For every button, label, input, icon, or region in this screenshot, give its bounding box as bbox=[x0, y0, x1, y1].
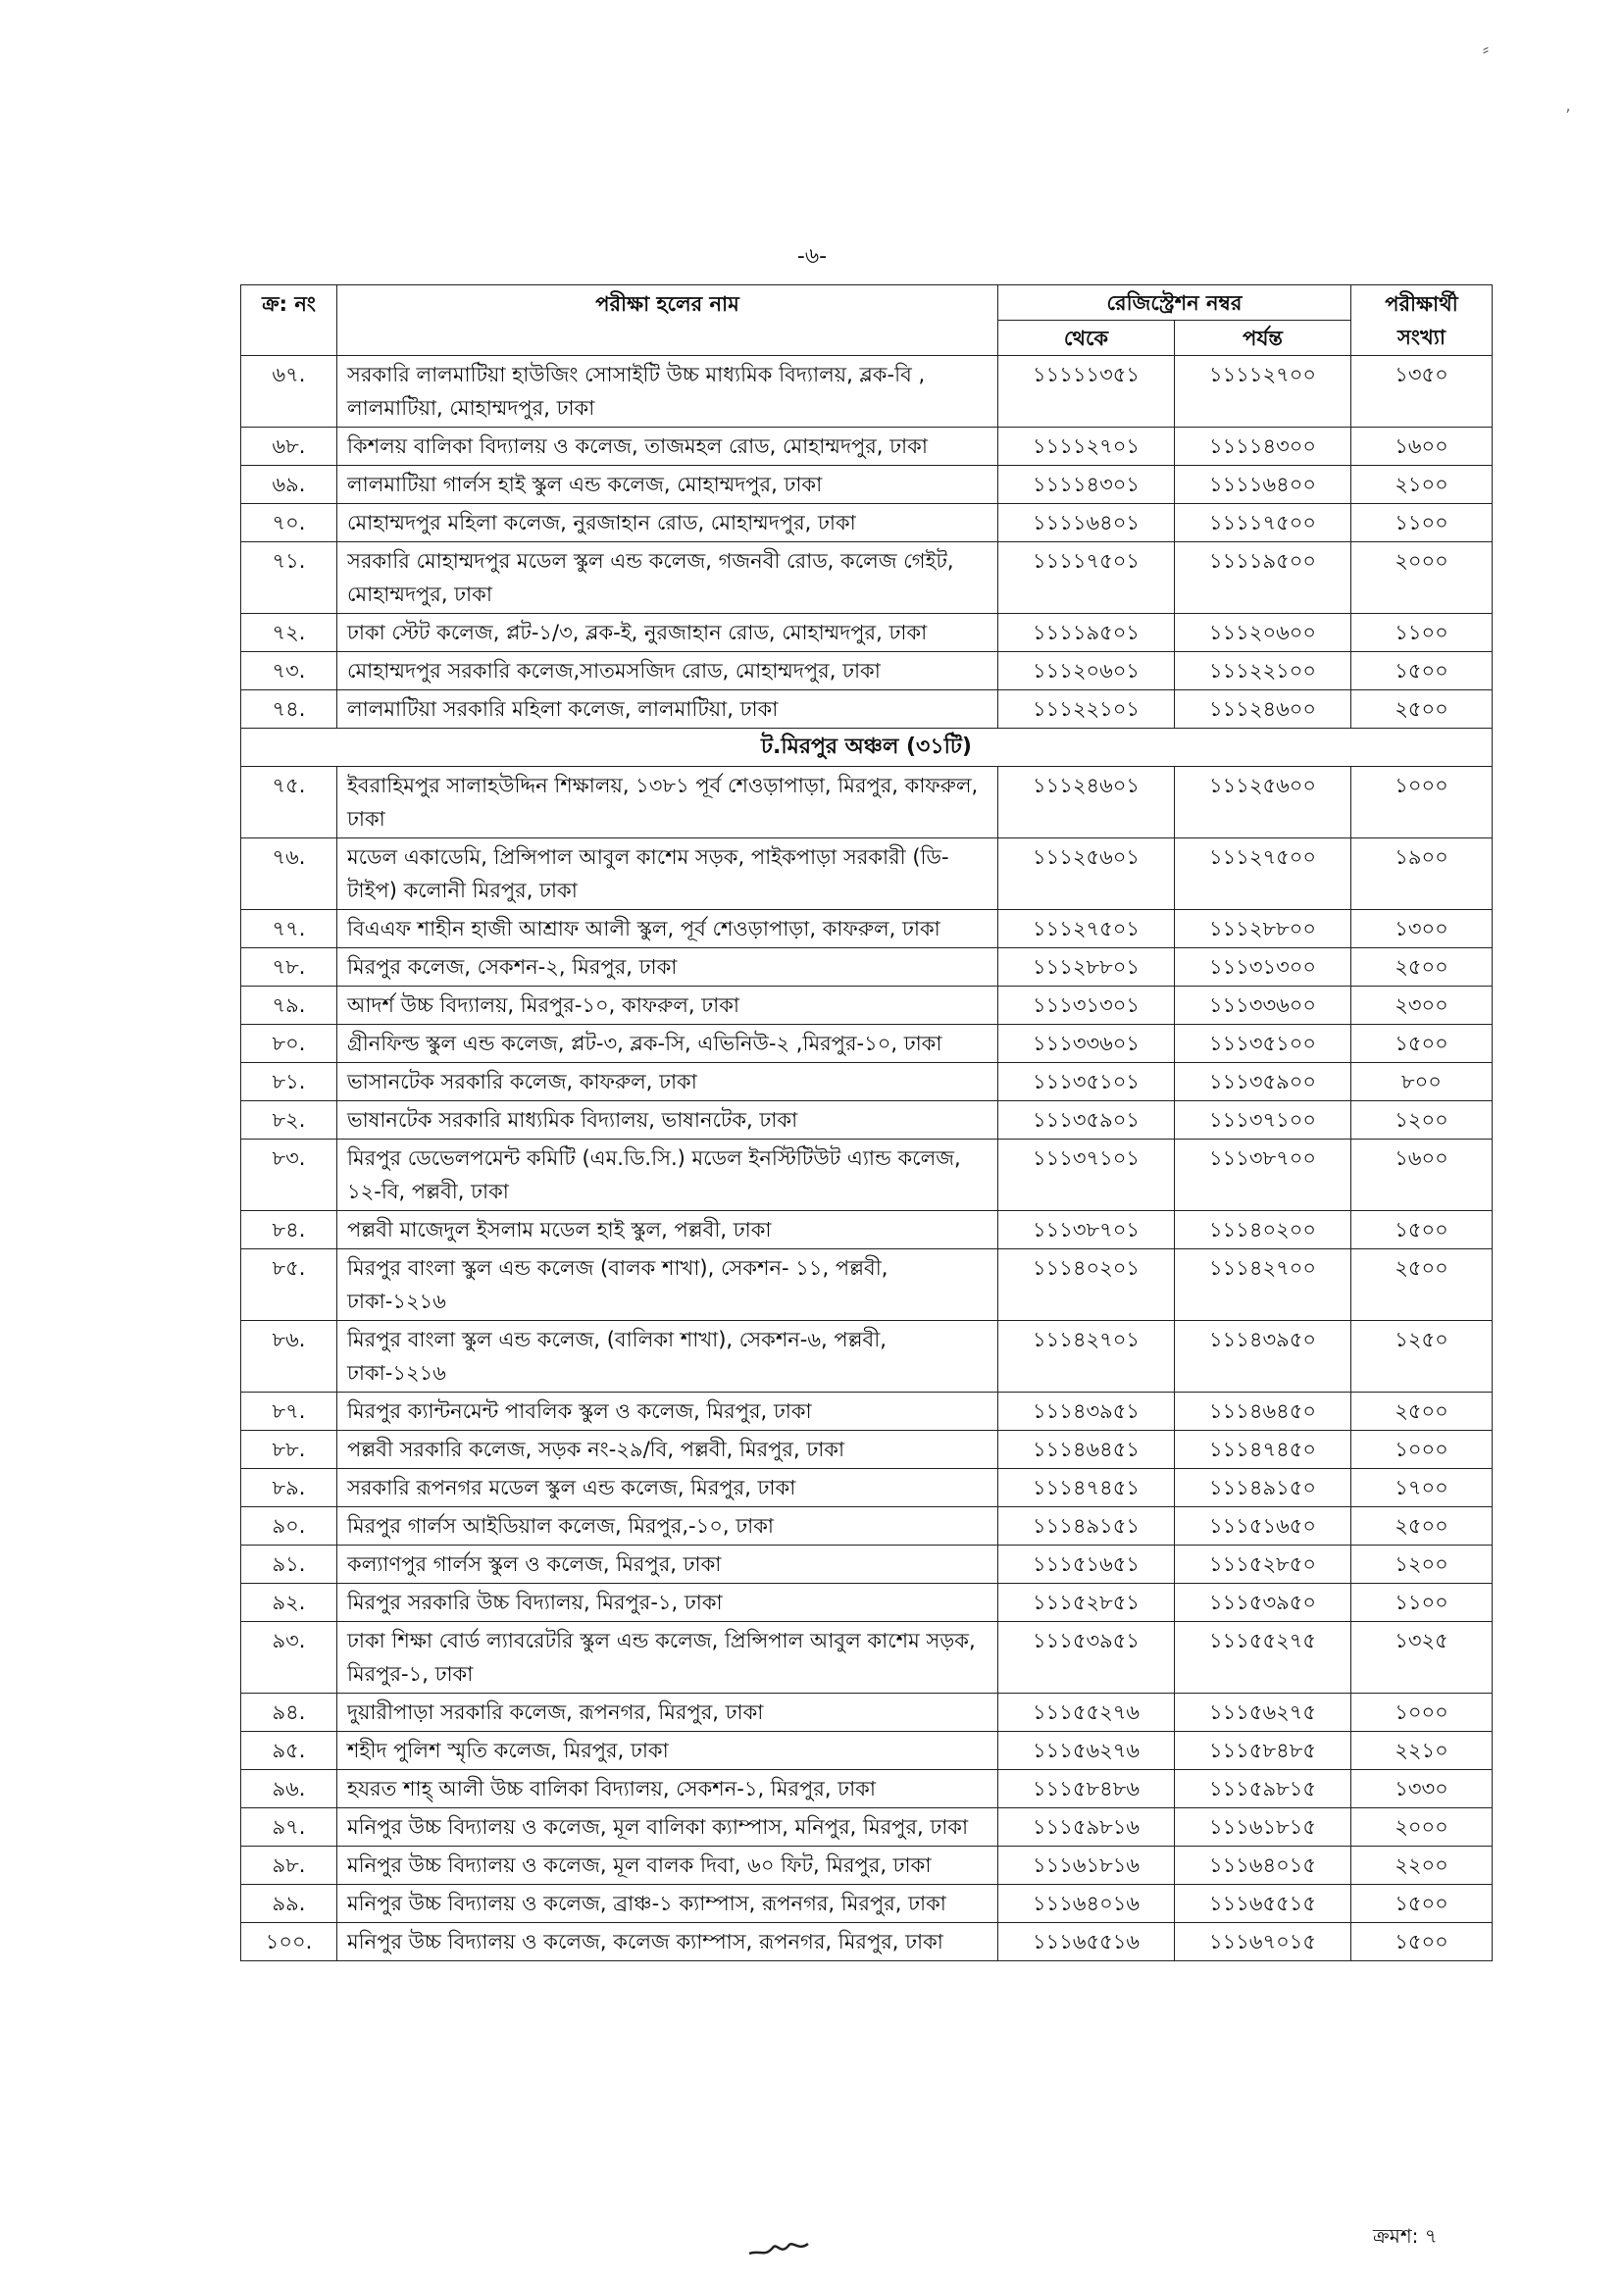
reg-to-cell: ১১১১৬৪০০ bbox=[1175, 466, 1351, 504]
serial-cell: ৯২. bbox=[241, 1584, 337, 1622]
serial-cell: ১০০. bbox=[241, 1923, 337, 1961]
table-row bbox=[241, 428, 1493, 466]
reg-to-cell: ১১১২২১০০ bbox=[1175, 652, 1351, 690]
examinee-count-cell: ১২০০ bbox=[1351, 1101, 1493, 1140]
examinee-count-cell: ২৫০০ bbox=[1351, 1507, 1493, 1546]
serial-cell: ৭৮. bbox=[241, 948, 337, 987]
table-body bbox=[241, 356, 1493, 1961]
hall-name-cell: ভাসানটেক সরকারি কলেজ, কাফরুল, ঢাকা bbox=[337, 1063, 998, 1101]
table-row bbox=[241, 1923, 1493, 1961]
hall-name-cell: মনিপুর উচ্চ বিদ্যালয় ও কলেজ, মূল বালক দিবা, ৬০ ফিট, মিরপুর, ঢাকা bbox=[337, 1847, 998, 1885]
reg-to-cell: ১১১২৭৫০০ bbox=[1175, 838, 1351, 910]
reg-to-cell: ১১১৩১৩০০ bbox=[1175, 948, 1351, 987]
signature bbox=[745, 2232, 814, 2263]
examinee-count-cell: ২৫০০ bbox=[1351, 690, 1493, 729]
serial-cell: ৮৪. bbox=[241, 1211, 337, 1249]
reg-to-cell: ১১১৪৩৯৫০ bbox=[1175, 1321, 1351, 1393]
reg-from-cell: ১১১৩৩৬০১ bbox=[998, 1025, 1175, 1063]
reg-from-cell: ১১১১১৩৫১ bbox=[998, 356, 1175, 428]
table-row bbox=[241, 504, 1493, 542]
reg-to-cell: ১১১৩৮৭০০ bbox=[1175, 1140, 1351, 1211]
table-row bbox=[241, 1063, 1493, 1101]
examinee-count-cell: ২২১০ bbox=[1351, 1732, 1493, 1770]
hall-name-cell: মিরপুর ডেভেলপমেন্ট কমিটি (এম.ডি.সি.) মডেল ইনস্টিটিউট এ্যান্ড কলেজ, ১২-বি, পল্লবী, ঢাকা bbox=[337, 1140, 998, 1211]
table-row bbox=[241, 1808, 1493, 1847]
reg-to-cell: ১১১২৮৮০০ bbox=[1175, 910, 1351, 948]
hall-name-cell: আদর্শ উচ্চ বিদ্যালয়, মিরপুর-১০, কাফরুল, ঢাকা bbox=[337, 987, 998, 1025]
table-row bbox=[241, 690, 1493, 729]
hall-name-cell: কল্যাণপুর গার্লস স্কুল ও কলেজ, মিরপুর, ঢাকা bbox=[337, 1546, 998, 1584]
serial-cell: ৮৫. bbox=[241, 1249, 337, 1321]
pen-mark: ʼ bbox=[1565, 106, 1571, 127]
examinee-count-cell: ১৫০০ bbox=[1351, 1885, 1493, 1923]
reg-from-cell: ১১১৫৬২৭৬ bbox=[998, 1732, 1175, 1770]
reg-to-cell: ১১১৩৫৯০০ bbox=[1175, 1063, 1351, 1101]
table-row bbox=[241, 948, 1493, 987]
header-from: থেকে bbox=[998, 321, 1175, 356]
table-row bbox=[241, 1211, 1493, 1249]
table-row bbox=[241, 1847, 1493, 1885]
header-registration: রেজিস্ট্রেশন নম্বর bbox=[998, 285, 1351, 321]
reg-from-cell: ১১১৩৮৭০১ bbox=[998, 1211, 1175, 1249]
reg-to-cell: ১১১২৫৬০০ bbox=[1175, 767, 1351, 838]
serial-cell: ৭৪. bbox=[241, 690, 337, 729]
pen-mark: ⸗ bbox=[1483, 39, 1489, 60]
serial-cell: ৬৯. bbox=[241, 466, 337, 504]
reg-from-cell: ১১১৫১৬৫১ bbox=[998, 1546, 1175, 1584]
reg-to-cell: ১১১৫২৮৫০ bbox=[1175, 1546, 1351, 1584]
reg-to-cell: ১১১৪৯১৫০ bbox=[1175, 1469, 1351, 1507]
examinee-count-cell: ১৩২৫ bbox=[1351, 1622, 1493, 1694]
examinee-count-cell: ১০০০ bbox=[1351, 1431, 1493, 1469]
reg-to-cell: ১১১৬১৮১৫ bbox=[1175, 1808, 1351, 1847]
examinee-count-cell: ১০০০ bbox=[1351, 1694, 1493, 1732]
reg-to-cell: ১১১৬৪০১৫ bbox=[1175, 1847, 1351, 1885]
reg-to-cell: ১১১৪০২০০ bbox=[1175, 1211, 1351, 1249]
table-row bbox=[241, 1770, 1493, 1808]
examinee-count-cell: ১০০০ bbox=[1351, 767, 1493, 838]
hall-name-cell: ঢাকা স্টেট কলেজ, প্লট-১/৩, ব্লক-ই, নুরজাহান রোড, মোহাম্মদপুর, ঢাকা bbox=[337, 614, 998, 652]
table-row bbox=[241, 1025, 1493, 1063]
hall-name-cell: ইবরাহিমপুর সালাহউদ্দিন শিক্ষালয়, ১৩৮১ পূর্ব শেওড়াপাড়া, মিরপুর, কাফরুল, ঢাকা bbox=[337, 767, 998, 838]
examinee-count-cell: ২৫০০ bbox=[1351, 1249, 1493, 1321]
serial-cell: ৬৭. bbox=[241, 356, 337, 428]
hall-name-cell: মিরপুর বাংলা স্কুল এন্ড কলেজ (বালক শাখা), সেকশন- ১১, পল্লবী, ঢাকা-১২১৬ bbox=[337, 1249, 998, 1321]
examinee-count-cell: ১৩০০ bbox=[1351, 910, 1493, 948]
examinee-count-cell: ১৬০০ bbox=[1351, 428, 1493, 466]
examinee-count-cell: ১৫০০ bbox=[1351, 1923, 1493, 1961]
examinee-count-cell: ২১০০ bbox=[1351, 466, 1493, 504]
hall-name-cell: মনিপুর উচ্চ বিদ্যালয় ও কলেজ, মূল বালিকা ক্যাম্পাস, মনিপুর, মিরপুর, ঢাকা bbox=[337, 1808, 998, 1847]
serial-cell: ৭৭. bbox=[241, 910, 337, 948]
serial-cell: ৮৩. bbox=[241, 1140, 337, 1211]
reg-from-cell: ১১১৫৯৮১৬ bbox=[998, 1808, 1175, 1847]
reg-to-cell: ১১১৩৫১০০ bbox=[1175, 1025, 1351, 1063]
reg-from-cell: ১১১২৭৫০১ bbox=[998, 910, 1175, 948]
reg-from-cell: ১১১৬৪০১৬ bbox=[998, 1885, 1175, 1923]
reg-from-cell: ১১১১৯৫০১ bbox=[998, 614, 1175, 652]
table-row bbox=[241, 767, 1493, 838]
serial-cell: ৮৭. bbox=[241, 1393, 337, 1431]
examinee-count-cell: ১৫০০ bbox=[1351, 1025, 1493, 1063]
table-row bbox=[241, 1431, 1493, 1469]
hall-name-cell: মিরপুর বাংলা স্কুল এন্ড কলেজ, (বালিকা শাখা), সেকশন-৬, পল্লবী, ঢাকা-১২১৬ bbox=[337, 1321, 998, 1393]
reg-from-cell: ১১১২৪৬০১ bbox=[998, 767, 1175, 838]
header-examinee-line1: পরীক্ষার্থী bbox=[1385, 291, 1458, 316]
hall-name-cell: শহীদ পুলিশ স্মৃতি কলেজ, মিরপুর, ঢাকা bbox=[337, 1732, 998, 1770]
serial-cell: ৯৪. bbox=[241, 1694, 337, 1732]
table-row bbox=[241, 1885, 1493, 1923]
reg-to-cell: ১১১১২৭০০ bbox=[1175, 356, 1351, 428]
reg-to-cell: ১১১৫৮৪৮৫ bbox=[1175, 1732, 1351, 1770]
hall-name-cell: ঢাকা শিক্ষা বোর্ড ল্যাবরেটরি স্কুল এন্ড কলেজ, প্রিন্সিপাল আবুল কাশেম সড়ক, মিরপুর-১, ঢাকা bbox=[337, 1622, 998, 1694]
examinee-count-cell: ২০০০ bbox=[1351, 542, 1493, 614]
hall-name-cell: মডেল একাডেমি, প্রিন্সিপাল আবুল কাশেম সড়ক, পাইকপাড়া সরকারী (ডি-টাইপ) কলোনী মিরপুর, ঢাকা bbox=[337, 838, 998, 910]
exam-center-table bbox=[240, 284, 1493, 1961]
hall-name-cell: গ্রীনফিল্ড স্কুল এন্ড কলেজ, প্লট-৩, ব্লক-সি, এভিনিউ-২ ,মিরপুর-১০, ঢাকা bbox=[337, 1025, 998, 1063]
serial-cell: ৯০. bbox=[241, 1507, 337, 1546]
reg-from-cell: ১১১৩৫১০১ bbox=[998, 1063, 1175, 1101]
table-row bbox=[241, 987, 1493, 1025]
reg-to-cell: ১১১১৯৫০০ bbox=[1175, 542, 1351, 614]
hall-name-cell: পল্লবী মাজেদুল ইসলাম মডেল হাই স্কুল, পল্লবী, ঢাকা bbox=[337, 1211, 998, 1249]
reg-from-cell: ১১১৩৫৯০১ bbox=[998, 1101, 1175, 1140]
reg-from-cell: ১১১১৬৪০১ bbox=[998, 504, 1175, 542]
serial-cell: ৮৯. bbox=[241, 1469, 337, 1507]
serial-cell: ৮৮. bbox=[241, 1431, 337, 1469]
serial-cell: ৭৬. bbox=[241, 838, 337, 910]
serial-cell: ৭৯. bbox=[241, 987, 337, 1025]
reg-from-cell: ১১১৫৮৪৮৬ bbox=[998, 1770, 1175, 1808]
examinee-count-cell: ১১০০ bbox=[1351, 1584, 1493, 1622]
reg-from-cell: ১১১২২১০১ bbox=[998, 690, 1175, 729]
table-row bbox=[241, 1584, 1493, 1622]
reg-to-cell: ১১১৩৩৬০০ bbox=[1175, 987, 1351, 1025]
header-examinee bbox=[1351, 285, 1493, 356]
reg-to-cell: ১১১১৭৫০০ bbox=[1175, 504, 1351, 542]
examinee-count-cell: ১৯০০ bbox=[1351, 838, 1493, 910]
zone-header-row bbox=[241, 729, 1493, 767]
examinee-count-cell: ২০০০ bbox=[1351, 1808, 1493, 1847]
table-row bbox=[241, 910, 1493, 948]
header-serial: ক্র: নং bbox=[241, 285, 337, 356]
reg-to-cell: ১১১৩৭১০০ bbox=[1175, 1101, 1351, 1140]
serial-cell: ৭৩. bbox=[241, 652, 337, 690]
examinee-count-cell: ১৬০০ bbox=[1351, 1140, 1493, 1211]
reg-from-cell: ১১১২৫৬০১ bbox=[998, 838, 1175, 910]
examinee-count-cell: ২২০০ bbox=[1351, 1847, 1493, 1885]
hall-name-cell: সরকারি লালমাটিয়া হাউজিং সোসাইটি উচ্চ মাধ্যমিক বিদ্যালয়, ব্লক-বি , লালমাটিয়া, মোহাম্মদপুর, ঢাকা bbox=[337, 356, 998, 428]
reg-to-cell: ১১১৫৬২৭৫ bbox=[1175, 1694, 1351, 1732]
reg-to-cell: ১১১৫৩৯৫০ bbox=[1175, 1584, 1351, 1622]
reg-to-cell: ১১১২০৬০০ bbox=[1175, 614, 1351, 652]
reg-to-cell: ১১১১৪৩০০ bbox=[1175, 428, 1351, 466]
examinee-count-cell: ২৫০০ bbox=[1351, 948, 1493, 987]
hall-name-cell: লালমাটিয়া সরকারি মহিলা কলেজ, লালমাটিয়া, ঢাকা bbox=[337, 690, 998, 729]
serial-cell: ৯৩. bbox=[241, 1622, 337, 1694]
header-examinee-line2: সংখ্যা bbox=[1397, 325, 1446, 349]
reg-to-cell: ১১১৫৫২৭৫ bbox=[1175, 1622, 1351, 1694]
hall-name-cell: সরকারি রূপনগর মডেল স্কুল এন্ড কলেজ, মিরপুর, ঢাকা bbox=[337, 1469, 998, 1507]
hall-name-cell: মিরপুর সরকারি উচ্চ বিদ্যালয়, মিরপুর-১, ঢাকা bbox=[337, 1584, 998, 1622]
reg-from-cell: ১১১৪৭৪৫১ bbox=[998, 1469, 1175, 1507]
examinee-count-cell: ১৩৩০ bbox=[1351, 1770, 1493, 1808]
serial-cell: ৯৯. bbox=[241, 1885, 337, 1923]
serial-cell: ৭০. bbox=[241, 504, 337, 542]
reg-from-cell: ১১১৫৫২৭৬ bbox=[998, 1694, 1175, 1732]
table-row bbox=[241, 1507, 1493, 1546]
examinee-count-cell: ১৭০০ bbox=[1351, 1469, 1493, 1507]
reg-from-cell: ১১১৪৯১৫১ bbox=[998, 1507, 1175, 1546]
hall-name-cell: মোহাম্মদপুর মহিলা কলেজ, নুরজাহান রোড, মোহাম্মদপুর, ঢাকা bbox=[337, 504, 998, 542]
hall-name-cell: কিশলয় বালিকা বিদ্যালয় ও কলেজ, তাজমহল রোড, মোহাম্মদপুর, ঢাকা bbox=[337, 428, 998, 466]
serial-cell: ৯৭. bbox=[241, 1808, 337, 1847]
serial-cell: ৯৮. bbox=[241, 1847, 337, 1885]
reg-from-cell: ১১১১২৭০১ bbox=[998, 428, 1175, 466]
table-row bbox=[241, 614, 1493, 652]
reg-to-cell: ১১১৪২৭০০ bbox=[1175, 1249, 1351, 1321]
header-hall-name: পরীক্ষা হলের নাম bbox=[337, 285, 998, 356]
examinee-count-cell: ১১০০ bbox=[1351, 504, 1493, 542]
table-row bbox=[241, 1101, 1493, 1140]
reg-to-cell: ১১১৪৭৪৫০ bbox=[1175, 1431, 1351, 1469]
reg-from-cell: ১১১১৭৫০১ bbox=[998, 542, 1175, 614]
hall-name-cell: লালমাটিয়া গার্লস হাই স্কুল এন্ড কলেজ, মোহাম্মদপুর, ঢাকা bbox=[337, 466, 998, 504]
reg-from-cell: ১১১১৪৩০১ bbox=[998, 466, 1175, 504]
examinee-count-cell: ২৫০০ bbox=[1351, 1393, 1493, 1431]
reg-to-cell: ১১১৫১৬৫০ bbox=[1175, 1507, 1351, 1546]
examinee-count-cell: ১৫০০ bbox=[1351, 1211, 1493, 1249]
examinee-count-cell: ১৩৫০ bbox=[1351, 356, 1493, 428]
examinee-count-cell: ১২৫০ bbox=[1351, 1321, 1493, 1393]
serial-cell: ৮৬. bbox=[241, 1321, 337, 1393]
reg-from-cell: ১১১৩১৩০১ bbox=[998, 987, 1175, 1025]
table-row bbox=[241, 1140, 1493, 1211]
table-row bbox=[241, 542, 1493, 614]
reg-from-cell: ১১১৫৩৯৫১ bbox=[998, 1622, 1175, 1694]
serial-cell: ৮০. bbox=[241, 1025, 337, 1063]
serial-cell: ৮২. bbox=[241, 1101, 337, 1140]
serial-cell: ৭১. bbox=[241, 542, 337, 614]
reg-from-cell: ১১১৪৩৯৫১ bbox=[998, 1393, 1175, 1431]
table-row bbox=[241, 1622, 1493, 1694]
table-row bbox=[241, 838, 1493, 910]
hall-name-cell: হযরত শাহ্ আলী উচ্চ বালিকা বিদ্যালয়, সেকশন-১, মিরপুর, ঢাকা bbox=[337, 1770, 998, 1808]
table-row bbox=[241, 1694, 1493, 1732]
reg-from-cell: ১১১৪২৭০১ bbox=[998, 1321, 1175, 1393]
serial-cell: ৬৮. bbox=[241, 428, 337, 466]
reg-from-cell: ১১১৫২৮৫১ bbox=[998, 1584, 1175, 1622]
hall-name-cell: মনিপুর উচ্চ বিদ্যালয় ও কলেজ, ব্রাঞ্চ-১ ক্যাম্পাস, রূপনগর, মিরপুর, ঢাকা bbox=[337, 1885, 998, 1923]
table-row bbox=[241, 1321, 1493, 1393]
table-row bbox=[241, 1393, 1493, 1431]
table-row bbox=[241, 1249, 1493, 1321]
examinee-count-cell: ১৫০০ bbox=[1351, 652, 1493, 690]
table-row bbox=[241, 1546, 1493, 1584]
reg-from-cell: ১১১৬১৮১৬ bbox=[998, 1847, 1175, 1885]
reg-from-cell: ১১১৩৭১০১ bbox=[998, 1140, 1175, 1211]
examinee-count-cell: ৮০০ bbox=[1351, 1063, 1493, 1101]
serial-cell: ৮১. bbox=[241, 1063, 337, 1101]
table-row bbox=[241, 466, 1493, 504]
table-row bbox=[241, 356, 1493, 428]
reg-to-cell: ১১১৬৭০১৫ bbox=[1175, 1923, 1351, 1961]
hall-name-cell: বিএএফ শাহীন হাজী আশ্রাফ আলী স্কুল, পূর্ব শেওড়াপাড়া, কাফরুল, ঢাকা bbox=[337, 910, 998, 948]
hall-name-cell: মনিপুর উচ্চ বিদ্যালয় ও কলেজ, কলেজ ক্যাম্পাস, রূপনগর, মিরপুর, ঢাকা bbox=[337, 1923, 998, 1961]
reg-from-cell: ১১১৪০২০১ bbox=[998, 1249, 1175, 1321]
serial-cell: ৯১. bbox=[241, 1546, 337, 1584]
zone-title: ট.মিরপুর অঞ্চল (৩১টি) bbox=[241, 729, 1493, 767]
table-row bbox=[241, 1469, 1493, 1507]
reg-to-cell: ১১১৫৯৮১৫ bbox=[1175, 1770, 1351, 1808]
hall-name-cell: দুয়ারীপাড়া সরকারি কলেজ, রূপনগর, মিরপুর, ঢাকা bbox=[337, 1694, 998, 1732]
table-row bbox=[241, 652, 1493, 690]
continuation-note: ক্রমশ: ৭ bbox=[1373, 2224, 1438, 2248]
reg-to-cell: ১১১২৪৬০০ bbox=[1175, 690, 1351, 729]
reg-from-cell: ১১১২৮৮০১ bbox=[998, 948, 1175, 987]
reg-from-cell: ১১১৪৬৪৫১ bbox=[998, 1431, 1175, 1469]
hall-name-cell: মিরপুর গার্লস আইডিয়াল কলেজ, মিরপুর,-১০, ঢাকা bbox=[337, 1507, 998, 1546]
hall-name-cell: সরকারি মোহাম্মদপুর মডেল স্কুল এন্ড কলেজ, গজনবী রোড, কলেজ গেইট, মোহাম্মদপুর, ঢাকা bbox=[337, 542, 998, 614]
reg-from-cell: ১১১৬৫৫১৬ bbox=[998, 1923, 1175, 1961]
hall-name-cell: পল্লবী সরকারি কলেজ, সড়ক নং-২৯/বি, পল্লবী, মিরপুর, ঢাকা bbox=[337, 1431, 998, 1469]
examinee-count-cell: ২৩০০ bbox=[1351, 987, 1493, 1025]
serial-cell: ৯৫. bbox=[241, 1732, 337, 1770]
hall-name-cell: মিরপুর ক্যান্টনমেন্ট পাবলিক স্কুল ও কলেজ, মিরপুর, ঢাকা bbox=[337, 1393, 998, 1431]
examinee-count-cell: ১১০০ bbox=[1351, 614, 1493, 652]
reg-to-cell: ১১১৪৬৪৫০ bbox=[1175, 1393, 1351, 1431]
hall-name-cell: মোহাম্মদপুর সরকারি কলেজ,সাতমসজিদ রোড, মোহাম্মদপুর, ঢাকা bbox=[337, 652, 998, 690]
reg-to-cell: ১১১৬৫৫১৫ bbox=[1175, 1885, 1351, 1923]
hall-name-cell: ভাষানটেক সরকারি মাধ্যমিক বিদ্যালয়, ভাষানটেক, ঢাকা bbox=[337, 1101, 998, 1140]
header-to: পর্যন্ত bbox=[1175, 321, 1351, 356]
serial-cell: ৭৫. bbox=[241, 767, 337, 838]
serial-cell: ৭২. bbox=[241, 614, 337, 652]
serial-cell: ৯৬. bbox=[241, 1770, 337, 1808]
page-number: -৬- bbox=[796, 244, 828, 269]
hall-name-cell: মিরপুর কলেজ, সেকশন-২, মিরপুর, ঢাকা bbox=[337, 948, 998, 987]
reg-from-cell: ১১১২০৬০১ bbox=[998, 652, 1175, 690]
examinee-count-cell: ১২০০ bbox=[1351, 1546, 1493, 1584]
table-row bbox=[241, 1732, 1493, 1770]
